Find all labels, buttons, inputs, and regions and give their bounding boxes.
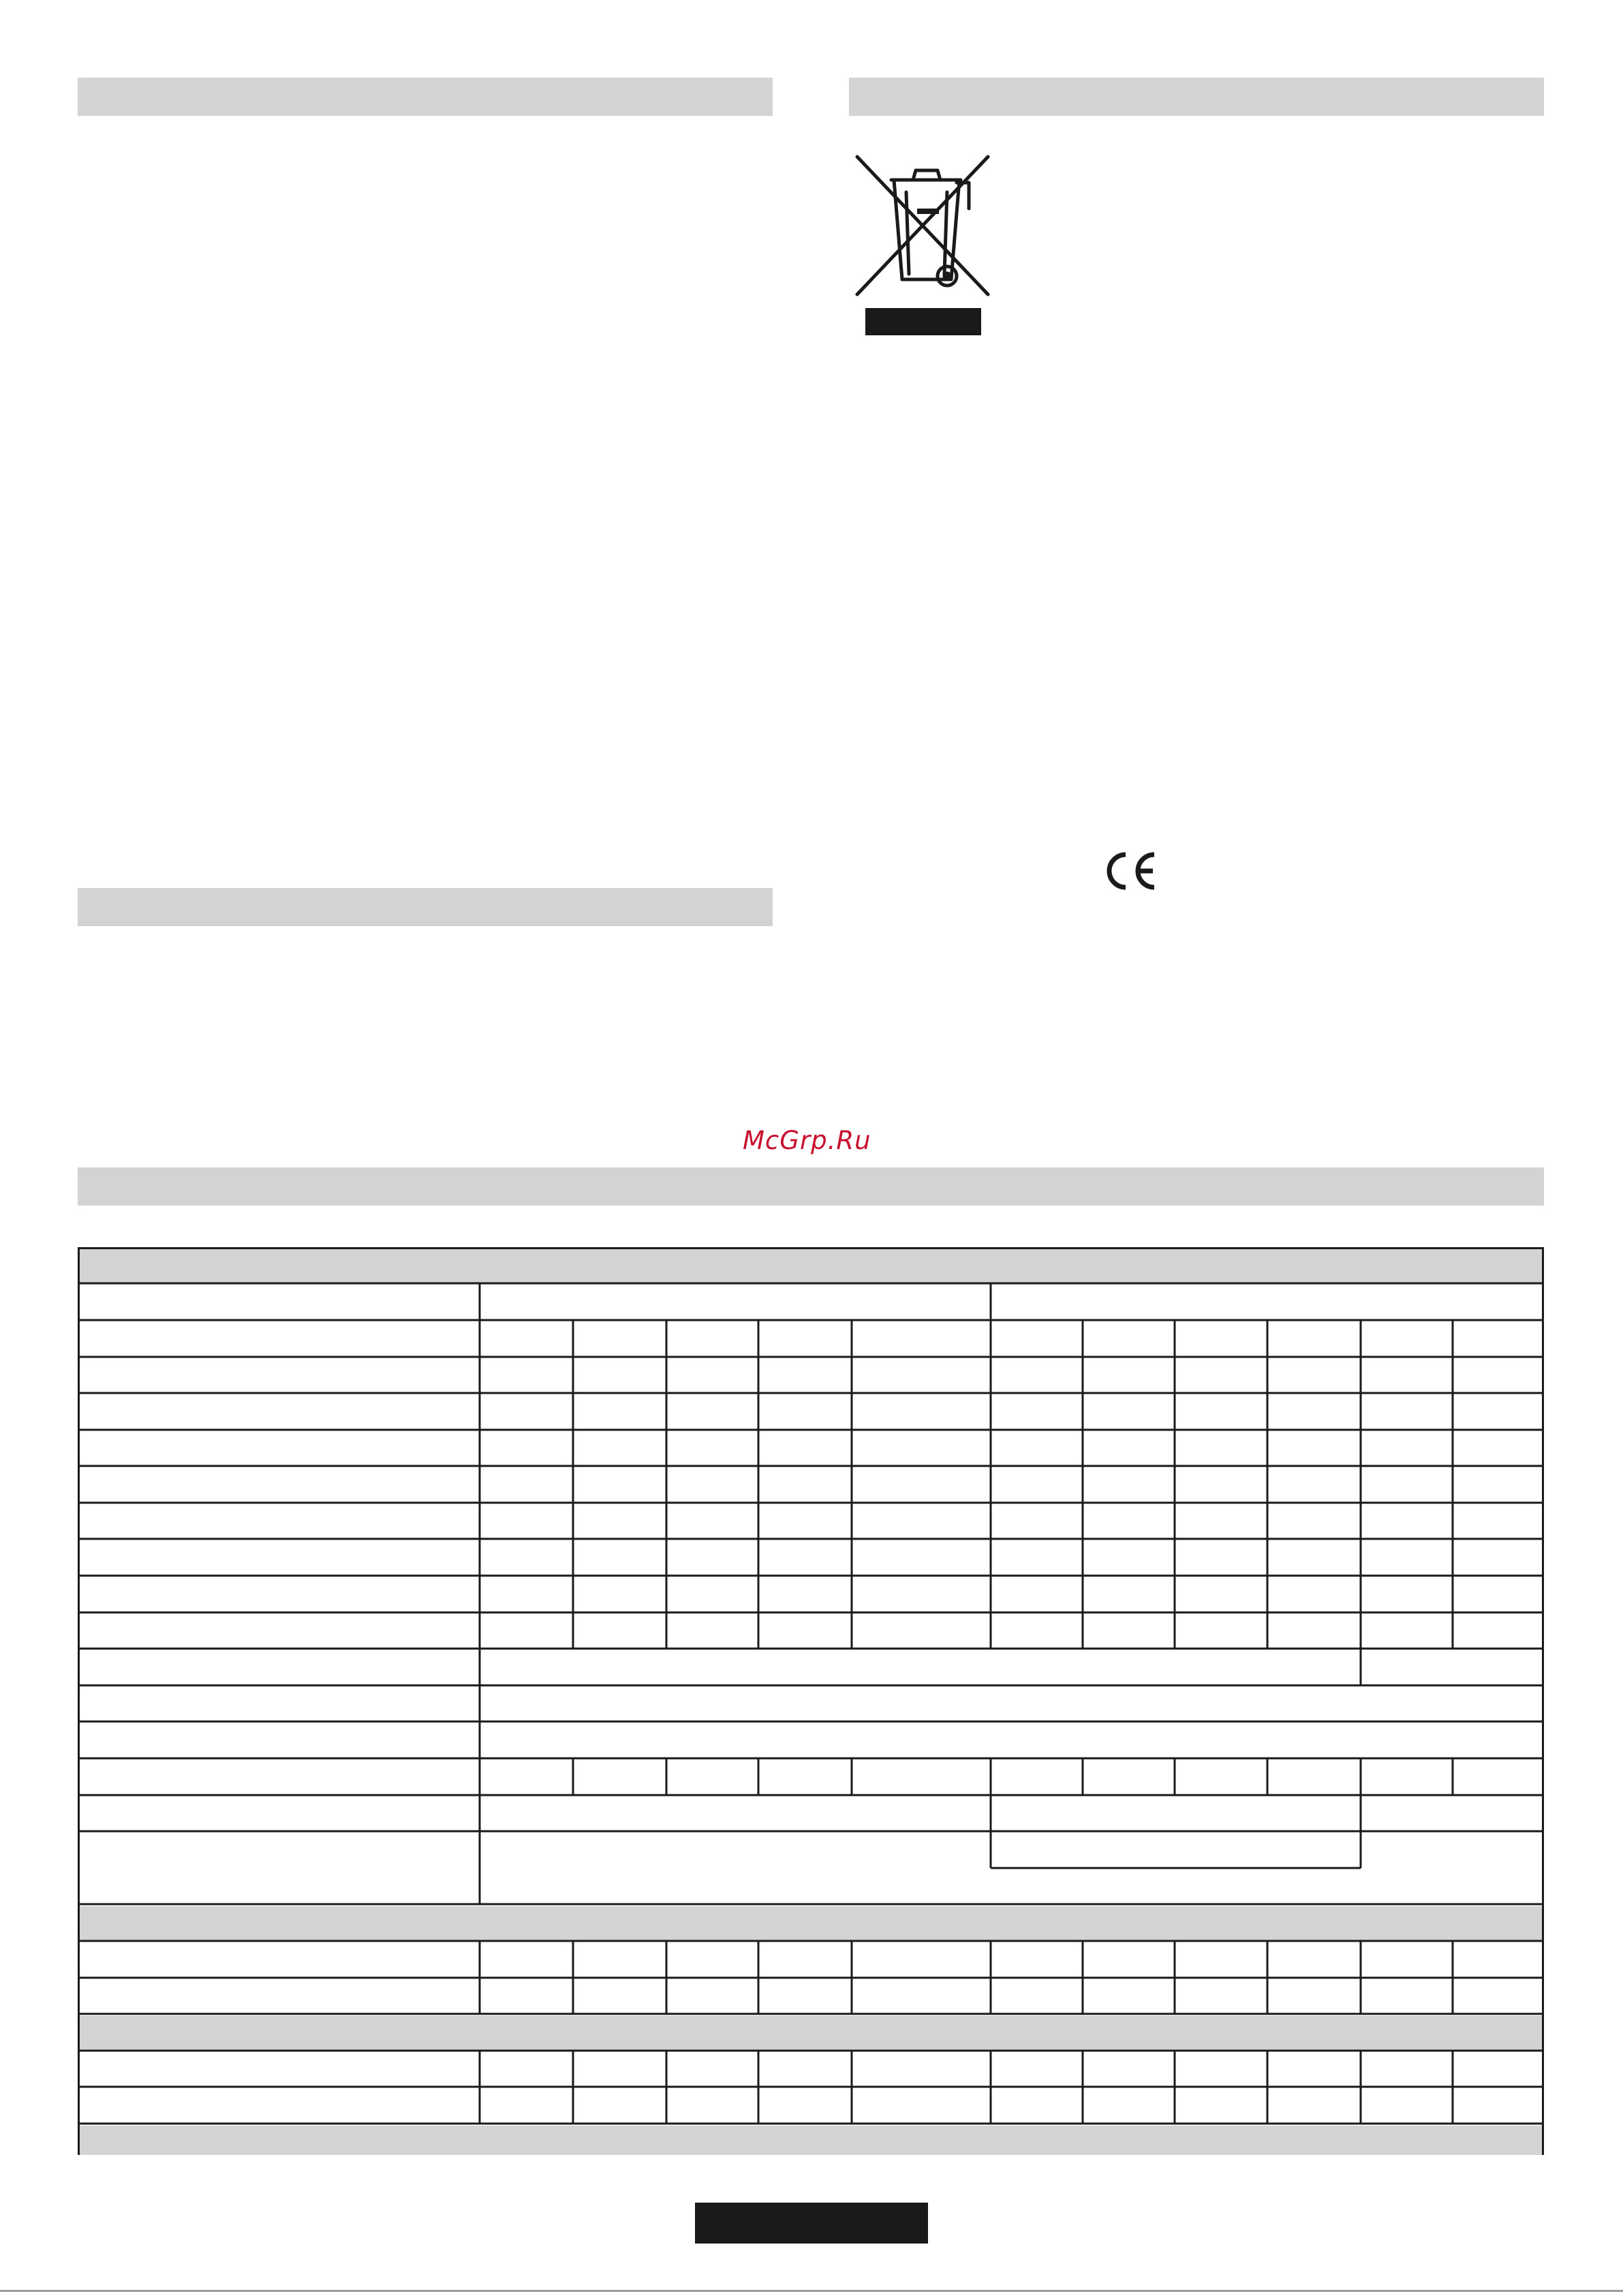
section-bar-full-width	[78, 1167, 1544, 1206]
group-header-row	[80, 2016, 1542, 2051]
section-bar-top-left	[78, 78, 773, 116]
group-header-row	[80, 1906, 1542, 1941]
bottom-rule	[0, 2290, 1623, 2292]
specifications-table	[78, 1247, 1544, 2155]
watermark-text: McGrp.Ru	[743, 1126, 871, 1155]
weee-label-box	[865, 308, 981, 335]
section-bar-top-right	[849, 78, 1544, 116]
group-header-row	[80, 2126, 1542, 2155]
group-header-row	[80, 1249, 1542, 1283]
page-label-box	[695, 2203, 928, 2244]
ce-mark-icon	[1102, 851, 1158, 891]
section-bar-middle-left	[78, 888, 773, 926]
